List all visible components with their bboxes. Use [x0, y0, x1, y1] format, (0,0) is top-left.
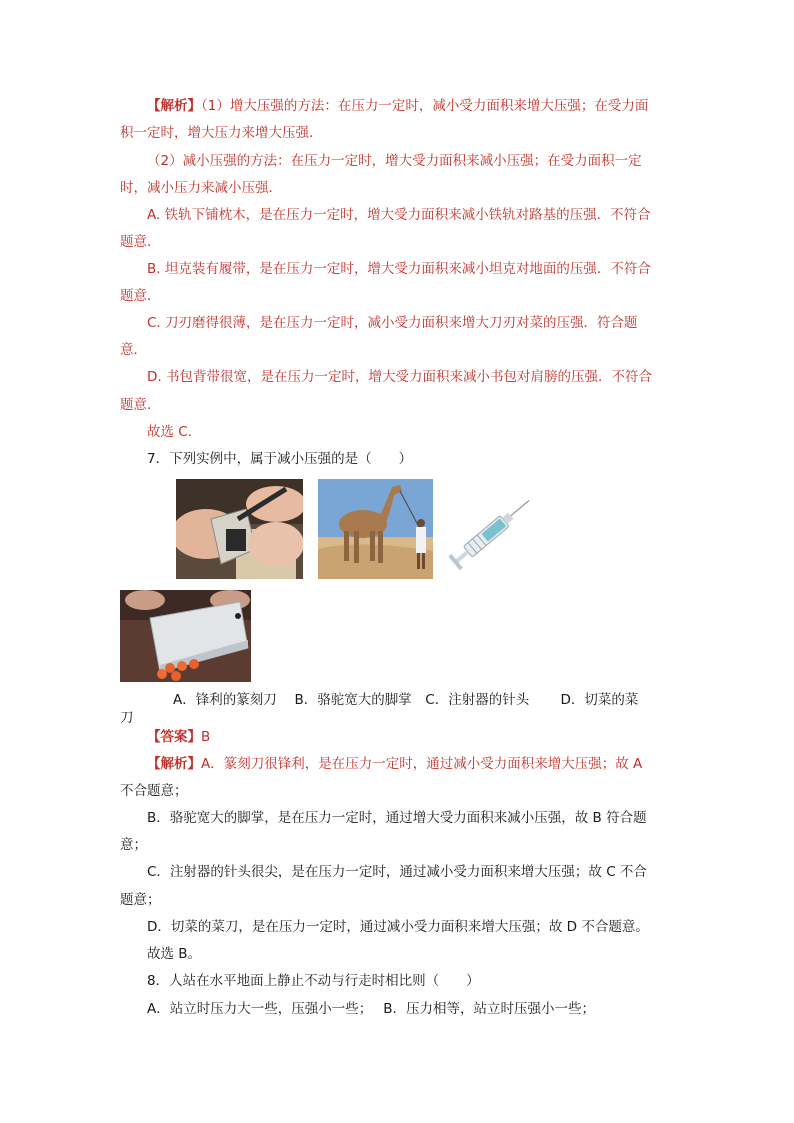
- analysis-line-2: 积一定时，增大压力来增大压强．: [120, 125, 323, 141]
- question-7-analysis-c-cont: 题意；: [120, 892, 161, 908]
- analysis-option-a-cont: 题意．: [120, 234, 161, 250]
- analysis-option-a: A. 铁轨下铺枕木，是在压力一定时，增大受力面积来减小铁轨对路基的压强．不符合: [147, 207, 651, 223]
- analysis-choice: 故选 C.: [147, 424, 193, 440]
- question-7-choice: 故选 B。: [147, 946, 202, 962]
- question-7-analysis-a-cont: 不合题意；: [120, 783, 188, 799]
- question-7-analysis-a: 【解析】A．篆刻刀很锋利，是在压力一定时，通过减小受力面积来增大压强；故 A: [147, 756, 643, 772]
- question-7-analysis-b-cont: 意；: [120, 837, 147, 853]
- analysis-line-4: 时，减小压力来减小压强．: [120, 180, 282, 196]
- analysis-option-b: B. 坦克装有履带，是在压力一定时，增大受力面积来减小坦克对地面的压强．不符合: [147, 261, 651, 277]
- question-7-options-cont: 刀: [120, 710, 134, 726]
- answer-value: B: [201, 729, 211, 745]
- question-7-analysis-b: B．骆驼宽大的脚掌，是在压力一定时，通过增大受力面积来减小压强，故 B 符合题: [147, 810, 647, 826]
- analysis-option-d-cont: 题意．: [120, 397, 161, 413]
- camel-photo: [318, 479, 433, 579]
- analysis-option-c-cont: 意．: [120, 342, 147, 358]
- question-7-options: A．锋利的篆刻刀 B．骆驼宽大的脚掌 C．注射器的针头 D．切菜的菜: [173, 692, 639, 708]
- question-8-stem: 8．人站在水平地面上静止不动与行走时相比则（ ）: [147, 973, 480, 989]
- question-8-options: A．站立时压力大一些，压强小一些； B．压力相等，站立时压强小一些；: [147, 1001, 596, 1017]
- analysis-option-c: C. 刀刃磨得很薄，是在压力一定时，减小受力面积来增大刀刃对菜的压强．符合题: [147, 315, 638, 331]
- analysis-line-1: 【解析】（1）增大压强的方法：在压力一定时，减小受力面积来增大压强；在受力面: [147, 98, 649, 114]
- question-7-analysis-c: C．注射器的针头很尖，是在压力一定时，通过减小受力面积来增大压强；故 C 不合: [147, 864, 647, 880]
- kitchen-knife-photo: [120, 590, 251, 682]
- question-7-analysis-d: D．切菜的菜刀，是在压力一定时，通过减小受力面积来增大压强；故 D 不合题意。: [147, 919, 649, 935]
- question-7-answer: [147, 727, 210, 747]
- analysis-option-d: D. 书包背带很宽，是在压力一定时，增大受力面积来减小书包对肩膀的压强．不符合: [147, 369, 652, 385]
- answer-tag: 【答案】: [147, 729, 201, 745]
- question-7-stem: 7．下列实例中，属于减小压强的是（ ）: [147, 451, 413, 467]
- analysis-tag-q7: 【解析】: [147, 756, 201, 772]
- analysis-option-b-cont: 题意．: [120, 288, 161, 304]
- syringe-photo: [443, 486, 543, 578]
- analysis-line-3: （2）减小压强的方法：在压力一定时，增大受力面积来减小压强；在受力面积一定: [147, 153, 642, 169]
- carving-knife-photo: [176, 479, 303, 579]
- analysis-tag: 【解析】: [147, 98, 201, 114]
